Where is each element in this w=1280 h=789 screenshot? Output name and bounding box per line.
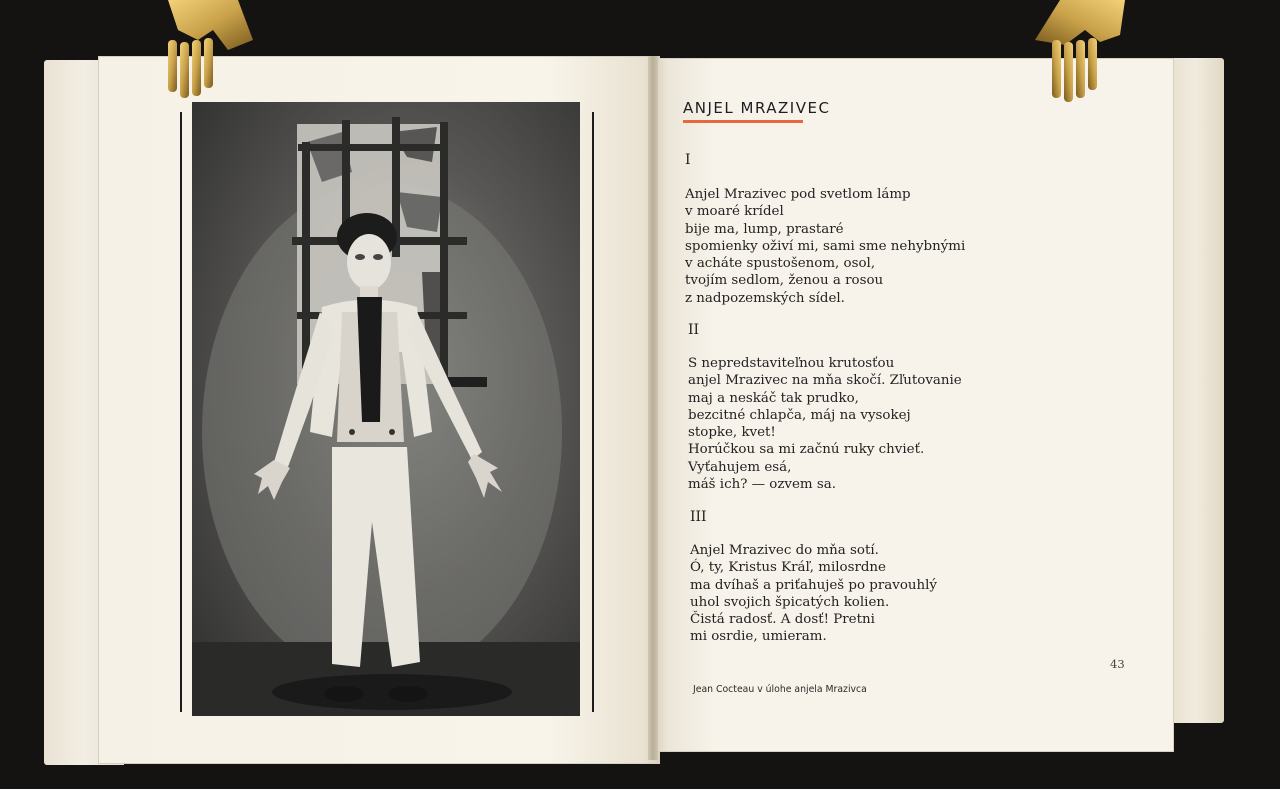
poem-line: bije ma, lump, prastaré [685, 221, 844, 237]
poem-line: Ó, ty, Kristus Kráľ, milosrdne [690, 560, 886, 576]
poem-line: v acháte spustošenom, osol, [685, 256, 876, 272]
poem-line: S nepredstaviteľnou krutosťou [688, 356, 895, 371]
photo-actor-portrait [192, 102, 580, 716]
stanza-number-1: I [685, 152, 691, 168]
poem-line: máš ich? — ozvem sa. [688, 477, 836, 493]
stanza-1 [685, 186, 965, 307]
stanza-number-3: III [690, 509, 707, 525]
stanza-number-2: II [688, 322, 700, 338]
brass-hand-holder-right-icon [1030, 0, 1130, 109]
poem-line: maj a neskáč tak prudko, [688, 390, 859, 406]
photo-rule-left [180, 112, 182, 712]
poem-line: z nadpozemských sídel. [685, 290, 845, 306]
poem-line: uhol svojich špicatých kolien. [690, 594, 890, 610]
poem-line: mi osrdie, umieram. [690, 629, 827, 645]
page-number: 43 [1110, 657, 1125, 671]
poem-line: Horúčkou sa mi začnú ruky chvieť. [688, 442, 925, 458]
stanza-3 [690, 542, 937, 646]
photo-illustration [192, 102, 580, 716]
poem-line: tvojím sedlom, ženou a rosou [685, 273, 884, 289]
book-gutter [648, 56, 658, 760]
brass-hand-holder-left-icon [158, 0, 258, 104]
poem-title: ANJEL MRAZIVEC [683, 99, 831, 117]
stanza-2 [688, 355, 962, 493]
poem-line: v moaré krídel [685, 204, 784, 220]
poem-line: Anjel Mrazivec do mňa sotí. [690, 543, 879, 558]
photo-caption: Jean Cocteau v úlohe anjela Mrazivca [693, 684, 867, 695]
poem-line: spomienky oživí mi, sami sme nehybnými [685, 238, 966, 254]
poem-line: stopke, kvet! [688, 425, 776, 441]
poem-line: ma dvíhaš a priťahuješ po pravouhlý [690, 577, 937, 593]
poem-line: Vyťahujem esá, [688, 459, 792, 475]
poem-line: anjel Mrazivec na mňa skočí. Zľutovanie [688, 373, 962, 389]
poem-line: bezcitné chlapča, máj na vysokej [688, 407, 911, 423]
poem-line: Anjel Mrazivec pod svetlom lámp [685, 187, 911, 202]
photo-rule-right [592, 112, 594, 712]
title-underline [683, 120, 803, 123]
poem-line: Čistá radosť. A dosť! Pretni [690, 612, 875, 628]
